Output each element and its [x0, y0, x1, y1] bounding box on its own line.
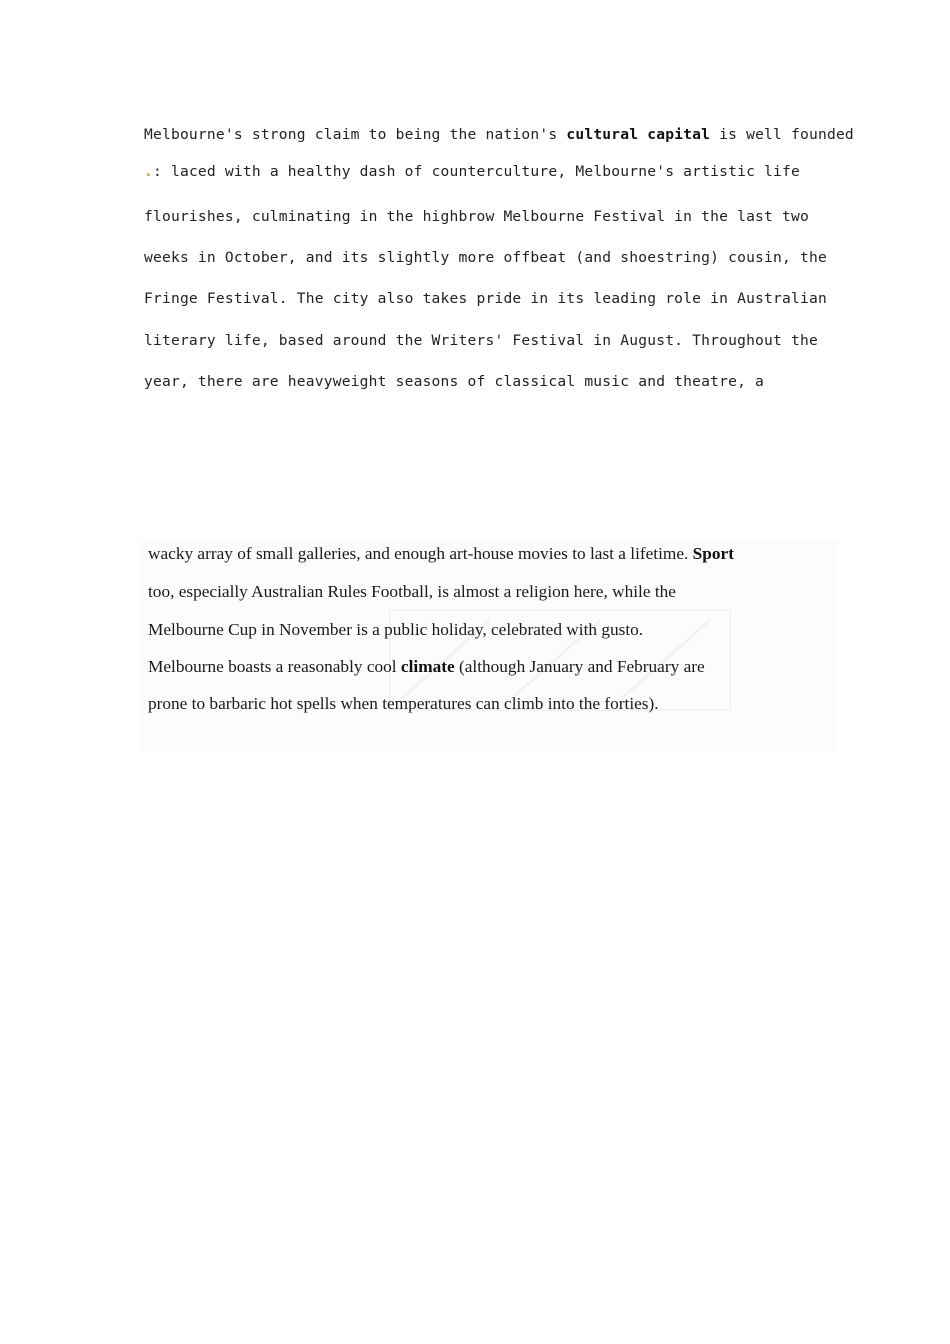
- bold-term: cultural capital: [566, 126, 711, 143]
- scanned-text-box: [140, 540, 838, 752]
- text-span: flourishes, culminating in the highbrow Melbourne Festival in the last two: [144, 208, 809, 225]
- edit-mark-icon: .: [144, 163, 153, 180]
- text-line: [144, 246, 827, 270]
- text-span: prone to barbaric hot spells when temperatures can climb into the forties).: [148, 694, 659, 713]
- text-span: weeks in October, and its slightly more offbeat (and shoestring) cousin, the: [144, 249, 827, 266]
- bold-term: climate: [400, 657, 455, 676]
- text-line: [144, 205, 809, 229]
- text-line: [148, 691, 659, 717]
- text-line: [144, 329, 818, 353]
- text-span: Fringe Festival. The city also takes pride in its leading role in Australian: [144, 290, 827, 307]
- text-span: Melbourne boasts a reasonably cool: [148, 657, 401, 676]
- bold-term: Sport: [692, 544, 734, 563]
- text-line: [148, 654, 705, 680]
- text-span: wacky array of small galleries, and enough art-house movies to last a lifetime.: [148, 544, 693, 563]
- text-span: Melbourne's strong claim to being the nation's: [144, 126, 567, 143]
- text-line: [144, 287, 827, 311]
- text-line: [148, 541, 734, 567]
- text-line: [144, 123, 854, 147]
- text-span: literary life, based around the Writers' Festival in August. Throughout the: [144, 332, 818, 349]
- text-line: [148, 579, 676, 605]
- text-span: is well founded: [710, 126, 854, 143]
- text-span: : laced with a healthy dash of counterculture, Melbourne's artistic life: [153, 163, 801, 180]
- text-span: too, especially Australian Rules Football, is almost a religion here, while the: [148, 582, 676, 601]
- text-span: Melbourne Cup in November is a public holiday, celebrated with gusto.: [148, 620, 644, 639]
- text-line: [144, 160, 800, 184]
- text-line: [144, 370, 764, 394]
- text-span: year, there are heavyweight seasons of classical music and theatre, a: [144, 373, 765, 390]
- text-span: (although January and February are: [454, 657, 705, 676]
- text-line: [148, 617, 643, 643]
